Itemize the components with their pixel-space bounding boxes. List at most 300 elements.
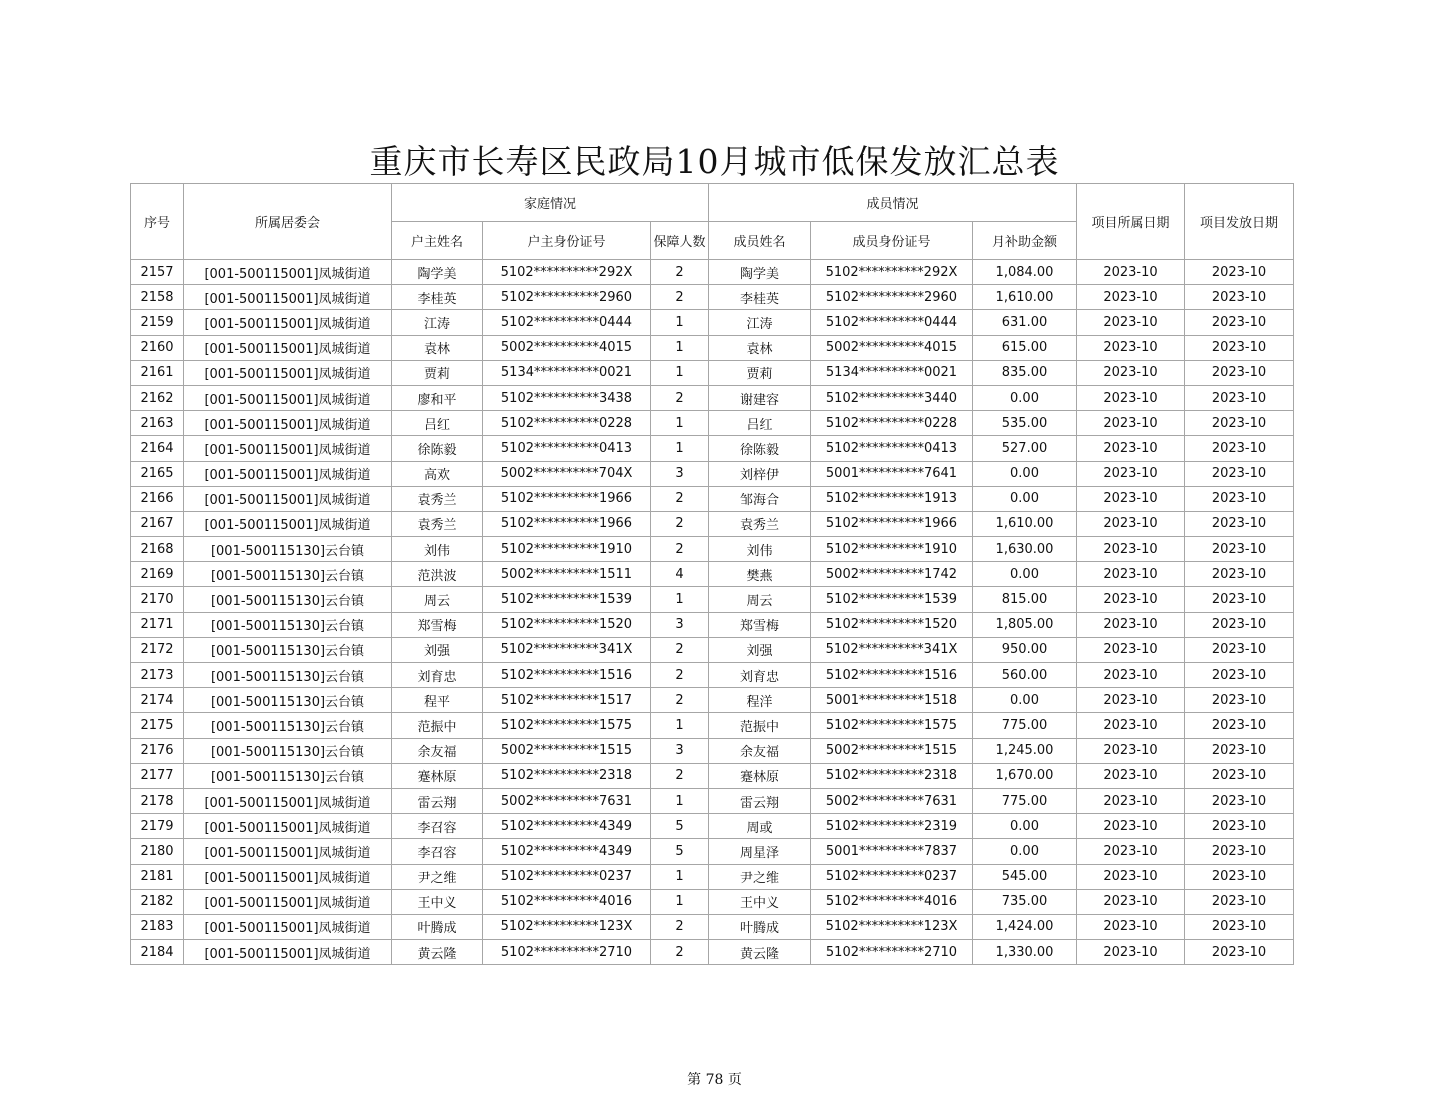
- cell-seq: 2165: [131, 461, 184, 486]
- cell-head-id: 5002**********1515: [483, 738, 651, 763]
- cell-seq: 2175: [131, 713, 184, 738]
- cell-issue-date: 2023-10: [1185, 788, 1294, 813]
- cell-amount: 615.00: [973, 335, 1077, 360]
- cell-committee: [001-500115001]凤城街道: [184, 285, 392, 310]
- cell-member-id: 5102**********0413: [811, 436, 973, 461]
- cell-issue-date: 2023-10: [1185, 889, 1294, 914]
- cell-head-id: 5002**********4015: [483, 335, 651, 360]
- cell-project-date: 2023-10: [1077, 537, 1185, 562]
- cell-head-name: 程平: [392, 688, 483, 713]
- cell-head-id: 5002**********1511: [483, 562, 651, 587]
- cell-seq: 2181: [131, 864, 184, 889]
- cell-member-id: 5001**********7641: [811, 461, 973, 486]
- cell-project-date: 2023-10: [1077, 663, 1185, 688]
- cell-committee: [001-500115001]凤城街道: [184, 814, 392, 839]
- cell-issue-date: 2023-10: [1185, 385, 1294, 410]
- cell-member-id: 5001**********1518: [811, 688, 973, 713]
- cell-head-name: 徐陈毅: [392, 436, 483, 461]
- cell-member-id: 5002**********1515: [811, 738, 973, 763]
- cell-head-id: 5002**********704X: [483, 461, 651, 486]
- cell-seq: 2183: [131, 914, 184, 939]
- table-row: [131, 537, 1294, 562]
- cell-count: 3: [651, 738, 709, 763]
- table-row: [131, 738, 1294, 763]
- cell-seq: 2177: [131, 763, 184, 788]
- cell-issue-date: 2023-10: [1185, 688, 1294, 713]
- cell-member-name: 蹇林原: [709, 763, 811, 788]
- cell-seq: 2180: [131, 839, 184, 864]
- table-row: [131, 914, 1294, 939]
- cell-count: 2: [651, 763, 709, 788]
- cell-head-name: 高欢: [392, 461, 483, 486]
- cell-member-name: 雷云翔: [709, 788, 811, 813]
- cell-count: 2: [651, 260, 709, 285]
- cell-count: 2: [651, 486, 709, 511]
- header-member-group: 成员情况: [709, 184, 1077, 222]
- cell-member-name: 周星泽: [709, 839, 811, 864]
- cell-issue-date: 2023-10: [1185, 940, 1294, 965]
- cell-issue-date: 2023-10: [1185, 537, 1294, 562]
- cell-count: 1: [651, 587, 709, 612]
- cell-amount: 545.00: [973, 864, 1077, 889]
- header-issue-date: 项目发放日期: [1185, 184, 1294, 260]
- table-row: [131, 285, 1294, 310]
- cell-head-name: 江涛: [392, 310, 483, 335]
- cell-member-name: 李桂英: [709, 285, 811, 310]
- cell-member-name: 余友福: [709, 738, 811, 763]
- cell-amount: 835.00: [973, 360, 1077, 385]
- header-seq: 序号: [131, 184, 184, 260]
- cell-head-id: 5102**********2710: [483, 940, 651, 965]
- cell-committee: [001-500115130]云台镇: [184, 763, 392, 788]
- cell-member-id: 5102**********0228: [811, 411, 973, 436]
- cell-committee: [001-500115130]云台镇: [184, 738, 392, 763]
- cell-head-name: 廖和平: [392, 385, 483, 410]
- cell-amount: 735.00: [973, 889, 1077, 914]
- cell-seq: 2157: [131, 260, 184, 285]
- cell-member-name: 王中义: [709, 889, 811, 914]
- cell-seq: 2160: [131, 335, 184, 360]
- cell-member-id: 5102**********292X: [811, 260, 973, 285]
- cell-amount: 1,245.00: [973, 738, 1077, 763]
- cell-committee: [001-500115001]凤城街道: [184, 788, 392, 813]
- cell-head-id: 5102**********1910: [483, 537, 651, 562]
- cell-member-id: 5102**********1575: [811, 713, 973, 738]
- header-head-name: 户主姓名: [392, 222, 483, 260]
- cell-issue-date: 2023-10: [1185, 814, 1294, 839]
- cell-head-name: 李召容: [392, 839, 483, 864]
- cell-committee: [001-500115001]凤城街道: [184, 385, 392, 410]
- cell-count: 1: [651, 335, 709, 360]
- cell-project-date: 2023-10: [1077, 436, 1185, 461]
- cell-count: 2: [651, 537, 709, 562]
- table-row: [131, 713, 1294, 738]
- cell-seq: 2176: [131, 738, 184, 763]
- cell-issue-date: 2023-10: [1185, 260, 1294, 285]
- cell-head-name: 刘伟: [392, 537, 483, 562]
- cell-head-id: 5102**********0413: [483, 436, 651, 461]
- cell-count: 1: [651, 360, 709, 385]
- cell-issue-date: 2023-10: [1185, 612, 1294, 637]
- cell-member-name: 刘梓伊: [709, 461, 811, 486]
- header-committee: 所属居委会: [184, 184, 392, 260]
- table-row: [131, 889, 1294, 914]
- cell-seq: 2167: [131, 511, 184, 536]
- cell-head-id: 5102**********341X: [483, 637, 651, 662]
- cell-committee: [001-500115130]云台镇: [184, 663, 392, 688]
- cell-committee: [001-500115001]凤城街道: [184, 511, 392, 536]
- cell-count: 4: [651, 562, 709, 587]
- cell-issue-date: 2023-10: [1185, 839, 1294, 864]
- table-row: [131, 637, 1294, 662]
- cell-amount: 1,670.00: [973, 763, 1077, 788]
- cell-project-date: 2023-10: [1077, 839, 1185, 864]
- cell-member-name: 谢建容: [709, 385, 811, 410]
- cell-committee: [001-500115001]凤城街道: [184, 260, 392, 285]
- cell-member-id: 5102**********341X: [811, 637, 973, 662]
- cell-head-id: 5102**********0228: [483, 411, 651, 436]
- cell-count: 2: [651, 285, 709, 310]
- cell-committee: [001-500115130]云台镇: [184, 612, 392, 637]
- cell-count: 5: [651, 814, 709, 839]
- cell-project-date: 2023-10: [1077, 335, 1185, 360]
- cell-head-name: 吕红: [392, 411, 483, 436]
- cell-member-name: 陶学美: [709, 260, 811, 285]
- cell-head-id: 5102**********1520: [483, 612, 651, 637]
- cell-head-name: 郑雪梅: [392, 612, 483, 637]
- cell-count: 1: [651, 788, 709, 813]
- cell-project-date: 2023-10: [1077, 763, 1185, 788]
- cell-count: 1: [651, 864, 709, 889]
- cell-project-date: 2023-10: [1077, 260, 1185, 285]
- cell-project-date: 2023-10: [1077, 411, 1185, 436]
- cell-member-name: 黄云隆: [709, 940, 811, 965]
- cell-head-id: 5102**********1966: [483, 486, 651, 511]
- allowance-table: [130, 183, 1294, 965]
- cell-project-date: 2023-10: [1077, 788, 1185, 813]
- cell-committee: [001-500115001]凤城街道: [184, 839, 392, 864]
- cell-head-name: 李桂英: [392, 285, 483, 310]
- cell-seq: 2164: [131, 436, 184, 461]
- cell-amount: 1,805.00: [973, 612, 1077, 637]
- cell-amount: 527.00: [973, 436, 1077, 461]
- cell-member-id: 5102**********1516: [811, 663, 973, 688]
- cell-member-name: 周云: [709, 587, 811, 612]
- cell-head-id: 5102**********1516: [483, 663, 651, 688]
- cell-amount: 1,330.00: [973, 940, 1077, 965]
- cell-member-name: 尹之维: [709, 864, 811, 889]
- cell-issue-date: 2023-10: [1185, 763, 1294, 788]
- cell-amount: 950.00: [973, 637, 1077, 662]
- cell-seq: 2170: [131, 587, 184, 612]
- cell-head-id: 5102**********292X: [483, 260, 651, 285]
- page-number: 第 78 页: [687, 1072, 742, 1088]
- cell-committee: [001-500115001]凤城街道: [184, 360, 392, 385]
- cell-member-id: 5102**********0237: [811, 864, 973, 889]
- cell-committee: [001-500115130]云台镇: [184, 562, 392, 587]
- cell-member-id: 5102**********1520: [811, 612, 973, 637]
- cell-issue-date: 2023-10: [1185, 436, 1294, 461]
- cell-member-name: 周或: [709, 814, 811, 839]
- cell-head-name: 陶学美: [392, 260, 483, 285]
- cell-count: 2: [651, 940, 709, 965]
- cell-count: 2: [651, 688, 709, 713]
- table-row: [131, 940, 1294, 965]
- table-row: [131, 385, 1294, 410]
- table-row: [131, 511, 1294, 536]
- cell-seq: 2161: [131, 360, 184, 385]
- cell-committee: [001-500115130]云台镇: [184, 688, 392, 713]
- cell-seq: 2179: [131, 814, 184, 839]
- cell-head-id: 5102**********1517: [483, 688, 651, 713]
- cell-member-name: 叶腾成: [709, 914, 811, 939]
- cell-member-id: 5134**********0021: [811, 360, 973, 385]
- cell-head-name: 袁林: [392, 335, 483, 360]
- cell-project-date: 2023-10: [1077, 612, 1185, 637]
- cell-project-date: 2023-10: [1077, 486, 1185, 511]
- cell-project-date: 2023-10: [1077, 310, 1185, 335]
- table-row: [131, 587, 1294, 612]
- cell-project-date: 2023-10: [1077, 637, 1185, 662]
- cell-count: 2: [651, 511, 709, 536]
- table-row: [131, 411, 1294, 436]
- cell-head-name: 袁秀兰: [392, 511, 483, 536]
- cell-head-id: 5102**********4349: [483, 814, 651, 839]
- table-row: [131, 763, 1294, 788]
- cell-count: 1: [651, 713, 709, 738]
- cell-count: 1: [651, 411, 709, 436]
- cell-project-date: 2023-10: [1077, 587, 1185, 612]
- table-row: [131, 486, 1294, 511]
- cell-head-name: 李召容: [392, 814, 483, 839]
- header-count: 保障人数: [651, 222, 709, 260]
- cell-seq: 2178: [131, 788, 184, 813]
- cell-seq: 2171: [131, 612, 184, 637]
- cell-amount: 0.00: [973, 486, 1077, 511]
- cell-committee: [001-500115001]凤城街道: [184, 864, 392, 889]
- cell-count: 2: [651, 385, 709, 410]
- cell-issue-date: 2023-10: [1185, 914, 1294, 939]
- cell-member-id: 5102**********1910: [811, 537, 973, 562]
- cell-amount: 0.00: [973, 814, 1077, 839]
- cell-member-name: 邹海合: [709, 486, 811, 511]
- cell-committee: [001-500115001]凤城街道: [184, 486, 392, 511]
- cell-amount: 775.00: [973, 788, 1077, 813]
- cell-amount: 0.00: [973, 688, 1077, 713]
- cell-project-date: 2023-10: [1077, 688, 1185, 713]
- table-row: [131, 788, 1294, 813]
- header-amount: 月补助金额: [973, 222, 1077, 260]
- cell-member-id: 5002**********1742: [811, 562, 973, 587]
- cell-issue-date: 2023-10: [1185, 738, 1294, 763]
- cell-issue-date: 2023-10: [1185, 511, 1294, 536]
- cell-member-id: 5102**********3440: [811, 385, 973, 410]
- cell-seq: 2163: [131, 411, 184, 436]
- cell-member-name: 程洋: [709, 688, 811, 713]
- cell-count: 1: [651, 436, 709, 461]
- cell-member-name: 刘伟: [709, 537, 811, 562]
- cell-count: 2: [651, 637, 709, 662]
- cell-count: 1: [651, 310, 709, 335]
- cell-member-id: 5001**********7837: [811, 839, 973, 864]
- cell-seq: 2174: [131, 688, 184, 713]
- cell-head-name: 黄云隆: [392, 940, 483, 965]
- cell-committee: [001-500115001]凤城街道: [184, 889, 392, 914]
- cell-committee: [001-500115001]凤城街道: [184, 914, 392, 939]
- header-member-name: 成员姓名: [709, 222, 811, 260]
- table-row: [131, 864, 1294, 889]
- table-row: [131, 461, 1294, 486]
- cell-head-id: 5102**********1539: [483, 587, 651, 612]
- cell-committee: [001-500115130]云台镇: [184, 713, 392, 738]
- cell-member-id: 5102**********2318: [811, 763, 973, 788]
- cell-committee: [001-500115001]凤城街道: [184, 436, 392, 461]
- cell-member-name: 范振中: [709, 713, 811, 738]
- table-row: [131, 612, 1294, 637]
- cell-head-id: 5102**********1966: [483, 511, 651, 536]
- table-row: [131, 260, 1294, 285]
- table-row: [131, 688, 1294, 713]
- cell-head-id: 5102**********0237: [483, 864, 651, 889]
- cell-member-name: 樊燕: [709, 562, 811, 587]
- cell-count: 3: [651, 461, 709, 486]
- table-row: [131, 436, 1294, 461]
- cell-issue-date: 2023-10: [1185, 864, 1294, 889]
- cell-count: 5: [651, 839, 709, 864]
- cell-seq: 2162: [131, 385, 184, 410]
- cell-member-id: 5102**********2960: [811, 285, 973, 310]
- cell-amount: 535.00: [973, 411, 1077, 436]
- cell-project-date: 2023-10: [1077, 285, 1185, 310]
- cell-issue-date: 2023-10: [1185, 285, 1294, 310]
- table-row: [131, 839, 1294, 864]
- cell-member-id: 5002**********4015: [811, 335, 973, 360]
- cell-amount: 1,610.00: [973, 285, 1077, 310]
- cell-committee: [001-500115001]凤城街道: [184, 461, 392, 486]
- cell-member-name: 吕红: [709, 411, 811, 436]
- cell-seq: 2184: [131, 940, 184, 965]
- cell-seq: 2168: [131, 537, 184, 562]
- cell-project-date: 2023-10: [1077, 511, 1185, 536]
- cell-seq: 2158: [131, 285, 184, 310]
- cell-member-id: 5102**********0444: [811, 310, 973, 335]
- cell-issue-date: 2023-10: [1185, 411, 1294, 436]
- cell-count: 3: [651, 612, 709, 637]
- cell-issue-date: 2023-10: [1185, 562, 1294, 587]
- cell-amount: 1,610.00: [973, 511, 1077, 536]
- cell-project-date: 2023-10: [1077, 385, 1185, 410]
- cell-project-date: 2023-10: [1077, 713, 1185, 738]
- cell-member-id: 5102**********123X: [811, 914, 973, 939]
- cell-head-id: 5102**********4016: [483, 889, 651, 914]
- cell-seq: 2169: [131, 562, 184, 587]
- cell-seq: 2182: [131, 889, 184, 914]
- cell-head-name: 刘育忠: [392, 663, 483, 688]
- cell-committee: [001-500115001]凤城街道: [184, 335, 392, 360]
- cell-amount: 1,084.00: [973, 260, 1077, 285]
- cell-member-id: 5102**********2710: [811, 940, 973, 965]
- cell-member-id: 5102**********2319: [811, 814, 973, 839]
- cell-issue-date: 2023-10: [1185, 663, 1294, 688]
- cell-head-name: 余友福: [392, 738, 483, 763]
- cell-issue-date: 2023-10: [1185, 637, 1294, 662]
- cell-issue-date: 2023-10: [1185, 486, 1294, 511]
- cell-committee: [001-500115130]云台镇: [184, 537, 392, 562]
- cell-head-name: 范洪波: [392, 562, 483, 587]
- cell-member-name: 郑雪梅: [709, 612, 811, 637]
- header-project-date: 项目所属日期: [1077, 184, 1185, 260]
- cell-head-id: 5102**********3438: [483, 385, 651, 410]
- cell-head-name: 蹇林原: [392, 763, 483, 788]
- header-family-group: 家庭情况: [392, 184, 709, 222]
- cell-member-name: 袁林: [709, 335, 811, 360]
- cell-issue-date: 2023-10: [1185, 360, 1294, 385]
- cell-seq: 2172: [131, 637, 184, 662]
- cell-seq: 2166: [131, 486, 184, 511]
- cell-project-date: 2023-10: [1077, 864, 1185, 889]
- cell-head-id: 5102**********1575: [483, 713, 651, 738]
- cell-amount: 0.00: [973, 461, 1077, 486]
- cell-head-id: 5102**********2960: [483, 285, 651, 310]
- cell-amount: 775.00: [973, 713, 1077, 738]
- cell-member-id: 5102**********1913: [811, 486, 973, 511]
- cell-head-id: 5102**********2318: [483, 763, 651, 788]
- header-head-id: 户主身份证号: [483, 222, 651, 260]
- cell-member-name: 刘育忠: [709, 663, 811, 688]
- cell-amount: 0.00: [973, 839, 1077, 864]
- table-row: [131, 310, 1294, 335]
- cell-seq: 2173: [131, 663, 184, 688]
- cell-head-name: 周云: [392, 587, 483, 612]
- cell-amount: 631.00: [973, 310, 1077, 335]
- cell-seq: 2159: [131, 310, 184, 335]
- cell-head-id: 5002**********7631: [483, 788, 651, 813]
- cell-head-name: 叶腾成: [392, 914, 483, 939]
- cell-head-id: 5134**********0021: [483, 360, 651, 385]
- cell-member-name: 刘强: [709, 637, 811, 662]
- cell-project-date: 2023-10: [1077, 814, 1185, 839]
- cell-head-name: 刘强: [392, 637, 483, 662]
- cell-member-name: 袁秀兰: [709, 511, 811, 536]
- page-title: 重庆市长寿区民政局10月城市低保发放汇总表: [369, 142, 1060, 181]
- cell-issue-date: 2023-10: [1185, 713, 1294, 738]
- header-member-id: 成员身份证号: [811, 222, 973, 260]
- cell-head-name: 王中义: [392, 889, 483, 914]
- cell-committee: [001-500115130]云台镇: [184, 587, 392, 612]
- table-row: [131, 360, 1294, 385]
- cell-project-date: 2023-10: [1077, 889, 1185, 914]
- cell-count: 2: [651, 914, 709, 939]
- table-row: [131, 562, 1294, 587]
- cell-head-id: 5102**********4349: [483, 839, 651, 864]
- table-row: [131, 663, 1294, 688]
- cell-project-date: 2023-10: [1077, 461, 1185, 486]
- cell-count: 2: [651, 663, 709, 688]
- cell-head-name: 尹之维: [392, 864, 483, 889]
- cell-project-date: 2023-10: [1077, 738, 1185, 763]
- cell-member-id: 5102**********4016: [811, 889, 973, 914]
- cell-head-id: 5102**********123X: [483, 914, 651, 939]
- cell-head-name: 范振中: [392, 713, 483, 738]
- cell-project-date: 2023-10: [1077, 940, 1185, 965]
- table-row: [131, 814, 1294, 839]
- cell-amount: 0.00: [973, 385, 1077, 410]
- table-row: [131, 335, 1294, 360]
- cell-issue-date: 2023-10: [1185, 587, 1294, 612]
- cell-member-name: 贾莉: [709, 360, 811, 385]
- cell-head-id: 5102**********0444: [483, 310, 651, 335]
- cell-member-name: 江涛: [709, 310, 811, 335]
